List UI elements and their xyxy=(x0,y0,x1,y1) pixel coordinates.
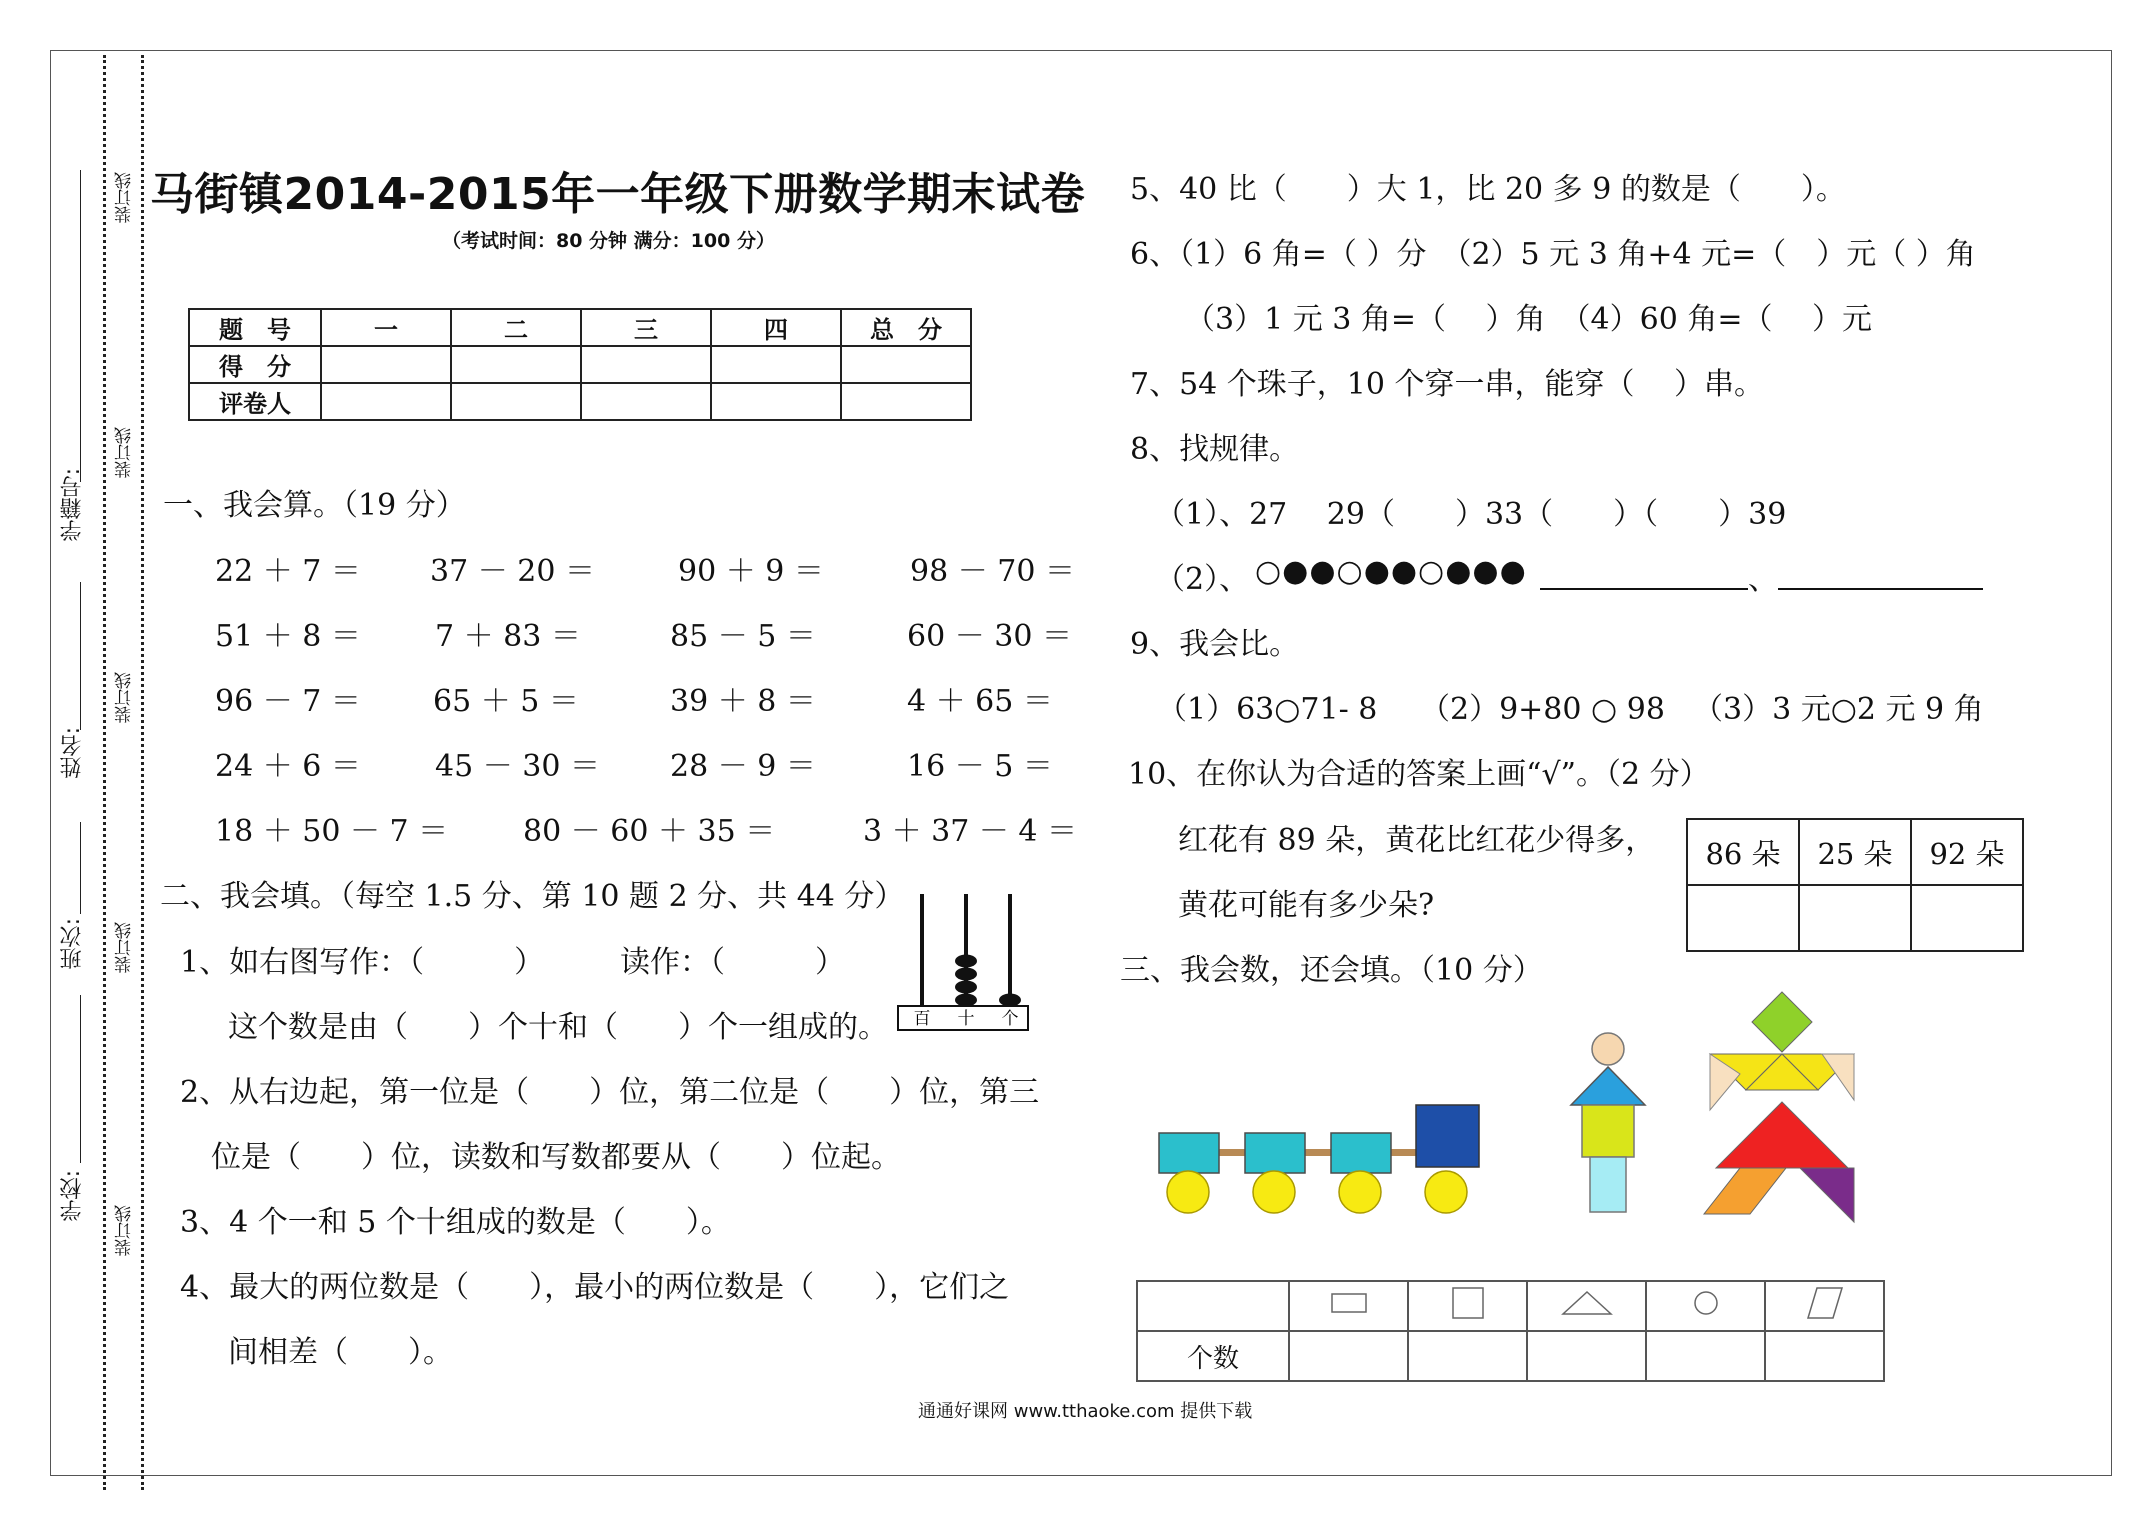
train-car xyxy=(1159,1133,1219,1173)
arithmetic-item: 18 ＋ 50 － 7 ＝ xyxy=(215,814,449,849)
parallelogram-icon xyxy=(1805,1285,1845,1321)
score-input-cell[interactable] xyxy=(581,346,711,383)
question-7: 7、54 个珠子，10 个穿一串，能穿（ ）串。 xyxy=(1130,367,1765,402)
count-input-cell[interactable] xyxy=(1765,1331,1884,1381)
table-cell xyxy=(1527,1281,1646,1331)
binding-fill-line xyxy=(80,822,81,914)
answer-blank[interactable] xyxy=(1778,588,1983,590)
binding-fill-line xyxy=(80,170,81,482)
count-input-cell[interactable] xyxy=(1527,1331,1646,1381)
question-1-read: 读作：（ ） xyxy=(620,945,845,980)
page-title: 马街镇2014-2015年一年级下册数学期末试卷 xyxy=(150,169,1086,220)
arithmetic-item: 96 － 7 ＝ xyxy=(215,684,361,719)
train-wheel xyxy=(1253,1171,1295,1213)
table-row xyxy=(1137,1331,1884,1381)
score-input-cell[interactable] xyxy=(451,346,581,383)
table-cell xyxy=(1646,1281,1765,1331)
name-label: 姓名: xyxy=(60,727,85,779)
grader-input-cell[interactable] xyxy=(451,383,581,420)
arithmetic-item: 85 － 5 ＝ xyxy=(670,619,816,654)
question-6-line-2: （3）1 元 3 角=（ ）角 （4）60 角=（ ）元 xyxy=(1185,302,1873,337)
binding-line-label: 装订线 xyxy=(115,172,135,223)
check-cell[interactable] xyxy=(1911,885,2023,951)
binding-line-label: 装订线 xyxy=(115,922,135,973)
arithmetic-item: 45 － 30 ＝ xyxy=(435,749,600,784)
question-2-line-1: 2、从右边起，第一位是（ ）位，第二位是（ ）位，第三 xyxy=(180,1075,1040,1110)
question-4-line-1: 4、最大的两位数是（ ），最小的两位数是（ ），它们之 xyxy=(180,1270,1010,1305)
footer-credit: 通通好课网 www.tthaoke.com 提供下载 xyxy=(918,1401,1253,1422)
train-wheel xyxy=(1167,1171,1209,1213)
grader-input-cell[interactable] xyxy=(581,383,711,420)
rectangle-icon xyxy=(1330,1290,1368,1316)
question-2-line-2: 位是（ ）位，读数和写数都要从（ ）位起。 xyxy=(211,1140,901,1175)
table-row xyxy=(1687,819,2023,885)
grader-input-cell[interactable] xyxy=(321,383,451,420)
question-5: 5、40 比（ ）大 1，比 20 多 9 的数是（ ）。 xyxy=(1130,172,1846,207)
binding-line-label: 装订线 xyxy=(115,427,135,478)
circle-icon xyxy=(1691,1288,1721,1318)
option-label: 92 朵 xyxy=(1911,819,2023,885)
robot-body xyxy=(1582,1105,1634,1157)
table-cell: 题 号 xyxy=(189,309,321,346)
arithmetic-item: 90 ＋ 9 ＝ xyxy=(678,554,824,589)
question-3: 3、4 个一和 5 个十组成的数是（ ）。 xyxy=(180,1205,731,1240)
arithmetic-item: 7 ＋ 83 ＝ xyxy=(435,619,581,654)
question-1-write: 1、如右图写作：（ ） xyxy=(180,945,545,980)
count-input-cell[interactable] xyxy=(1289,1331,1408,1381)
arithmetic-item: 4 ＋ 65 ＝ xyxy=(907,684,1053,719)
triangle-icon xyxy=(1560,1289,1614,1317)
abacus-label-tens: 十 xyxy=(957,1009,975,1029)
compare-item: （2）9+80 ○ 98 xyxy=(1420,692,1665,727)
question-10: 10、在你认为合适的答案上画“√”。（2 分） xyxy=(1128,757,1710,792)
question-10-text-2: 黄花可能有多少朵? xyxy=(1178,888,1435,923)
arithmetic-item: 16 － 5 ＝ xyxy=(907,749,1053,784)
question-1-composition: 这个数是由（ ）个十和（ ）个一组成的。 xyxy=(228,1010,888,1045)
arithmetic-item: 3 ＋ 37 － 4 ＝ xyxy=(863,814,1078,849)
binding-fill-line xyxy=(80,582,81,730)
binding-line-label: 装订线 xyxy=(115,672,135,723)
school-label: 学校: xyxy=(60,1170,85,1222)
option-label: 86 朵 xyxy=(1687,819,1799,885)
question-4-line-2: 间相差（ ）。 xyxy=(228,1335,453,1370)
table-cell: 一 xyxy=(321,309,451,346)
table-cell: 四 xyxy=(711,309,841,346)
table-row xyxy=(189,383,971,420)
exam-info: （考试时间：80 分钟 满分：100 分） xyxy=(442,230,775,252)
arithmetic-item: 39 ＋ 8 ＝ xyxy=(670,684,816,719)
score-input-cell[interactable] xyxy=(321,346,451,383)
tangram-triangle xyxy=(1800,1168,1854,1222)
binding-line-label: 装订线 xyxy=(115,1205,135,1256)
table-cell xyxy=(1289,1281,1408,1331)
train-car xyxy=(1331,1133,1391,1173)
question-6-line-1: 6、（1）6 角=（ ）分 （2）5 元 3 角+4 元=（ ）元（ ）角 xyxy=(1130,237,1976,272)
table-cell xyxy=(1765,1281,1884,1331)
arithmetic-item: 22 ＋ 7 ＝ xyxy=(215,554,361,589)
question-9: 9、我会比。 xyxy=(1130,627,1300,662)
robot-leg xyxy=(1590,1157,1626,1212)
binding-fill-line xyxy=(80,995,81,1163)
robot-hat xyxy=(1571,1067,1645,1105)
table-cell xyxy=(1137,1281,1289,1331)
arithmetic-item: 24 ＋ 6 ＝ xyxy=(215,749,361,784)
section-1-title: 一、我会算。（19 分） xyxy=(163,488,466,523)
arithmetic-item: 51 ＋ 8 ＝ xyxy=(215,619,361,654)
robot-figure xyxy=(1568,1030,1648,1220)
question-8-1: （1）、27 29（ ）33（ ）（ ）39 xyxy=(1155,497,1787,532)
table-cell: 三 xyxy=(581,309,711,346)
binding-dotted-line-left xyxy=(103,55,106,1490)
arithmetic-item: 98 － 70 ＝ xyxy=(910,554,1075,589)
class-label: 班次: xyxy=(60,918,85,970)
count-input-cell[interactable] xyxy=(1646,1331,1765,1381)
count-label: 个数 xyxy=(1137,1331,1289,1381)
check-cell[interactable] xyxy=(1687,885,1799,951)
train-car xyxy=(1245,1133,1305,1173)
blank-separator: 、 xyxy=(1748,562,1778,597)
question-10-text-1: 红花有 89 朵，黄花比红花少得多， xyxy=(1178,823,1656,858)
tangram-parallelogram xyxy=(1704,1168,1786,1214)
answer-options-table xyxy=(1686,818,2024,952)
arithmetic-item: 65 ＋ 5 ＝ xyxy=(433,684,579,719)
score-input-cell[interactable] xyxy=(841,346,971,383)
check-cell[interactable] xyxy=(1799,885,1911,951)
answer-blank[interactable] xyxy=(1540,588,1748,590)
train-engine xyxy=(1416,1105,1479,1167)
compare-item: （3）3 元○2 元 9 角 xyxy=(1693,692,1984,727)
train-wheel xyxy=(1425,1171,1467,1213)
abacus-label-ones: 个 xyxy=(1001,1009,1019,1029)
table-row xyxy=(1137,1281,1884,1331)
tangram-square xyxy=(1752,992,1812,1052)
circle-pattern: ○●●○●●○●●● xyxy=(1255,554,1527,589)
table-cell: 评卷人 xyxy=(189,383,321,420)
table-row xyxy=(189,346,971,383)
grader-input-cell[interactable] xyxy=(841,383,971,420)
table-cell: 二 xyxy=(451,309,581,346)
robot-head xyxy=(1592,1033,1624,1065)
shape-count-table xyxy=(1136,1280,1885,1382)
ones-beads xyxy=(999,994,1021,1007)
question-8: 8、找规律。 xyxy=(1130,432,1300,467)
table-row xyxy=(1687,885,2023,951)
score-table xyxy=(188,308,972,421)
section-3-title: 三、我会数，还会填。（10 分） xyxy=(1120,953,1543,988)
table-row xyxy=(189,309,971,346)
option-label: 25 朵 xyxy=(1799,819,1911,885)
section-2-title: 二、我会填。（每空 1.5 分、第 10 题 2 分、共 44 分） xyxy=(160,879,905,914)
compare-item: （1）63○71- 8 xyxy=(1157,692,1378,727)
train-figure xyxy=(1158,1100,1488,1220)
binding-dotted-line-right xyxy=(141,55,144,1490)
grader-input-cell[interactable] xyxy=(711,383,841,420)
score-input-cell[interactable] xyxy=(711,346,841,383)
arithmetic-item: 60 － 30 ＝ xyxy=(907,619,1072,654)
table-cell: 总 分 xyxy=(841,309,971,346)
abacus-figure xyxy=(890,890,1035,1035)
student-no-label: 学籍号: xyxy=(60,468,85,542)
question-8-2-prefix: （2）、 xyxy=(1155,562,1250,597)
abacus-label-hundreds: 百 xyxy=(913,1009,931,1029)
arithmetic-item: 28 － 9 ＝ xyxy=(670,749,816,784)
train-wheel xyxy=(1339,1171,1381,1213)
arithmetic-item: 80 － 60 ＋ 35 ＝ xyxy=(523,814,776,849)
square-icon xyxy=(1450,1285,1486,1321)
tens-beads xyxy=(955,955,977,1007)
table-cell xyxy=(1408,1281,1527,1331)
arithmetic-item: 37 － 20 ＝ xyxy=(430,554,595,589)
tangram-triangle xyxy=(1716,1102,1848,1168)
count-input-cell[interactable] xyxy=(1408,1331,1527,1381)
table-cell: 得 分 xyxy=(189,346,321,383)
tangram-figure xyxy=(1700,990,1860,1230)
